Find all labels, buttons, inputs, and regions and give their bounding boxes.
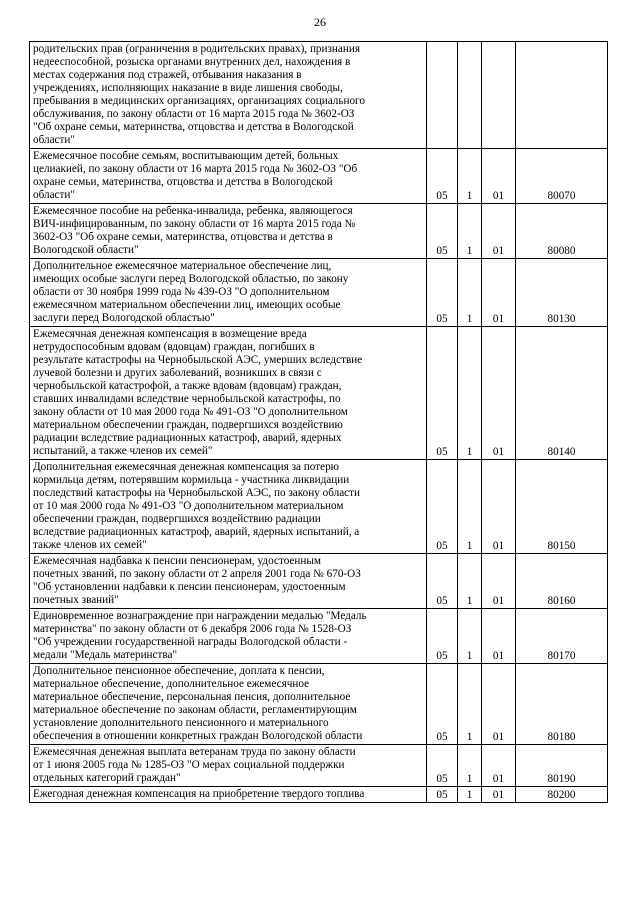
row-description bbox=[30, 664, 427, 745]
description-line: материнства" по закону области от 6 декабря 2006 года № 1528-ОЗ bbox=[33, 623, 352, 635]
description-line: почетных званий, по закону области от 2 апреля 2001 года № 670-ОЗ bbox=[33, 568, 361, 580]
description-line: области" bbox=[33, 189, 75, 201]
description-line: Вологодской области" bbox=[33, 244, 139, 256]
description-line: Ежемесячное пособие семьям, воспитывающим детей, больных bbox=[33, 150, 339, 162]
description-line: кормильца детям, потерявшим кормильца - участника ликвидации bbox=[33, 474, 350, 486]
description-line: "Об установлении надбавки к пенсии пенсионерам, удостоенным bbox=[33, 581, 346, 593]
subsection-code bbox=[458, 42, 482, 149]
row-description bbox=[30, 745, 427, 787]
program-code: 01 bbox=[482, 554, 516, 609]
row-description bbox=[30, 259, 427, 327]
description-line: вследствие радиационных катастроф, аварий, ядерных испытаний, а bbox=[33, 526, 360, 538]
description-line: Ежегодная денежная компенсация на приобретение твердого топлива bbox=[33, 788, 365, 800]
table-row bbox=[30, 664, 608, 745]
description-line: области от 30 ноября 1999 года № 439-ОЗ "О дополнительном bbox=[33, 286, 330, 298]
description-line: недееспособной, розыска органами внутренних дел, нахождения в bbox=[33, 56, 351, 68]
description-line: материальное обеспечение, персональная пенсия, дополнительное bbox=[33, 691, 351, 703]
table-row bbox=[30, 745, 608, 787]
description-line: местах содержания под стражей, отбывания наказания в bbox=[33, 69, 302, 81]
subsection-code: 1 bbox=[458, 327, 482, 460]
item-code: 80190 bbox=[516, 745, 608, 787]
row-description bbox=[30, 460, 427, 554]
description-line: Единовременное вознаграждение при награждении медалью "Медаль bbox=[33, 610, 367, 622]
table-row bbox=[30, 609, 608, 664]
table-row bbox=[30, 149, 608, 204]
row-description bbox=[30, 42, 427, 149]
row-description bbox=[30, 327, 427, 460]
description-line: охране семьи, материнства, отцовства и детства в Вологодской bbox=[33, 176, 333, 188]
description-line: ставших инвалидами вследствие чернобыльской катастрофы, по bbox=[33, 393, 341, 405]
program-code: 01 bbox=[482, 259, 516, 327]
description-line: обеспечения в отношении конкретных граждан Вологодской области bbox=[33, 730, 363, 742]
row-description bbox=[30, 554, 427, 609]
description-line: от 10 мая 2000 года № 491-ОЗ "О дополнительном материальном bbox=[33, 500, 344, 512]
description-line: материальное обеспечение, дополнительное ежемесячное bbox=[33, 678, 310, 690]
description-line: материальное обеспечение по законам области, регламентирующим bbox=[33, 704, 357, 716]
description-line: медали "Медаль материнства" bbox=[33, 649, 178, 661]
description-line: чернобыльской катастрофой, а также вдовам (вдовцам) граждан, bbox=[33, 380, 342, 392]
page-number: 26 bbox=[314, 15, 326, 29]
program-code: 01 bbox=[482, 664, 516, 745]
description-line: Дополнительное ежемесячное материальное обеспечение лиц, bbox=[33, 260, 332, 272]
description-line: пребывания в медицинских организациях, организациях социального bbox=[33, 95, 365, 107]
section-code: 05 bbox=[427, 204, 458, 259]
description-line: обеспечении граждан, подвергшихся воздействию радиации bbox=[33, 513, 321, 525]
description-line: Дополнительное пенсионное обеспечение, доплата к пенсии, bbox=[33, 665, 325, 677]
description-line: нетрудоспособным вдовам (вдовцам) граждан, погибших в bbox=[33, 341, 315, 353]
description-line: ВИЧ-инфицированным, по закону области от 16 марта 2015 года № bbox=[33, 218, 356, 230]
description-line: последствий катастрофы на Чернобыльской АЭС, по закону области bbox=[33, 487, 361, 499]
subsection-code: 1 bbox=[458, 460, 482, 554]
table-row bbox=[30, 259, 608, 327]
section-code: 05 bbox=[427, 259, 458, 327]
description-line: испытаний, а также членов их семей" bbox=[33, 445, 213, 457]
description-line: радиации вследствие радиационных катастроф, аварий, ядерных bbox=[33, 432, 342, 444]
description-line: "Об учреждении государственной награды Вологодской области - bbox=[33, 636, 348, 648]
table-row bbox=[30, 42, 608, 149]
program-code: 01 bbox=[482, 327, 516, 460]
subsection-code: 1 bbox=[458, 609, 482, 664]
subsection-code: 1 bbox=[458, 554, 482, 609]
section-code: 05 bbox=[427, 554, 458, 609]
program-code: 01 bbox=[482, 745, 516, 787]
description-line: результате катастрофы на Чернобыльской АЭС, умерших вследствие bbox=[33, 354, 363, 366]
description-line: ежемесячном материальном обеспечении лиц, имеющих особые bbox=[33, 299, 341, 311]
description-line: Ежемесячная денежная выплата ветеранам труда по закону области bbox=[33, 746, 356, 758]
subsection-code: 1 bbox=[458, 149, 482, 204]
description-line: заслуги перед Вологодской областью" bbox=[33, 312, 215, 324]
description-line: родительских прав (ограничения в родительских правах), признания bbox=[33, 43, 360, 55]
section-code: 05 bbox=[427, 787, 458, 803]
subsection-code: 1 bbox=[458, 664, 482, 745]
section-code bbox=[427, 42, 458, 149]
item-code: 80160 bbox=[516, 554, 608, 609]
description-line: Ежемесячное пособие на ребенка-инвалида, ребенка, являющегося bbox=[33, 205, 353, 217]
table-row bbox=[30, 327, 608, 460]
section-code: 05 bbox=[427, 664, 458, 745]
item-code: 80080 bbox=[516, 204, 608, 259]
program-code: 01 bbox=[482, 149, 516, 204]
budget-table bbox=[29, 41, 608, 803]
row-description bbox=[30, 149, 427, 204]
program-code: 01 bbox=[482, 609, 516, 664]
description-line: имеющих особые заслуги перед Вологодской областью, по закону bbox=[33, 273, 349, 285]
section-code: 05 bbox=[427, 327, 458, 460]
section-code: 05 bbox=[427, 745, 458, 787]
description-line: обслуживания, по закону области от 16 марта 2015 года № 3602-ОЗ bbox=[33, 108, 355, 120]
description-line: Ежемесячная денежная компенсация в возмещение вреда bbox=[33, 328, 307, 340]
description-line: от 1 июня 2005 года № 1285-ОЗ "О мерах социальной поддержки bbox=[33, 759, 345, 771]
table-row bbox=[30, 787, 608, 803]
item-code: 80200 bbox=[516, 787, 608, 803]
item-code bbox=[516, 42, 608, 149]
program-code: 01 bbox=[482, 787, 516, 803]
item-code: 80170 bbox=[516, 609, 608, 664]
description-line: Ежемесячная надбавка к пенсии пенсионерам, удостоенным bbox=[33, 555, 321, 567]
subsection-code: 1 bbox=[458, 204, 482, 259]
item-code: 80180 bbox=[516, 664, 608, 745]
description-line: Дополнительная ежемесячная денежная компенсация за потерю bbox=[33, 461, 340, 473]
row-description bbox=[30, 787, 427, 803]
item-code: 80070 bbox=[516, 149, 608, 204]
budget-table-body bbox=[30, 42, 608, 803]
description-line: также членов их семей" bbox=[33, 539, 147, 551]
description-line: целиакией, по закону области от 16 марта 2015 года № 3602-ОЗ "Об bbox=[33, 163, 358, 175]
item-code: 80130 bbox=[516, 259, 608, 327]
subsection-code: 1 bbox=[458, 259, 482, 327]
row-description bbox=[30, 609, 427, 664]
section-code: 05 bbox=[427, 149, 458, 204]
section-code: 05 bbox=[427, 460, 458, 554]
description-line: почетных званий" bbox=[33, 594, 119, 606]
description-line: закону области от 10 мая 2000 года № 491-ОЗ "О дополнительном bbox=[33, 406, 348, 418]
description-line: "Об охране семьи, материнства, отцовства и детства в Вологодской bbox=[33, 121, 354, 133]
description-line: материальном обеспечении граждан, подвергшихся воздействию bbox=[33, 419, 343, 431]
program-code bbox=[482, 42, 516, 149]
description-line: учреждениях, исполняющих наказание в виде лишения свободы, bbox=[33, 82, 343, 94]
description-line: установление дополнительного пенсионного и материального bbox=[33, 717, 329, 729]
item-code: 80140 bbox=[516, 327, 608, 460]
table-row bbox=[30, 460, 608, 554]
description-line: отдельных категорий граждан" bbox=[33, 772, 181, 784]
table-row bbox=[30, 204, 608, 259]
program-code: 01 bbox=[482, 204, 516, 259]
description-line: области" bbox=[33, 134, 75, 146]
program-code: 01 bbox=[482, 460, 516, 554]
item-code: 80150 bbox=[516, 460, 608, 554]
subsection-code: 1 bbox=[458, 787, 482, 803]
table-row bbox=[30, 554, 608, 609]
description-line: 3602-ОЗ "Об охране семьи, материнства, отцовства и детства в bbox=[33, 231, 333, 243]
description-line: лучевой болезни и других заболеваний, возникших в связи с bbox=[33, 367, 322, 379]
row-description bbox=[30, 204, 427, 259]
subsection-code: 1 bbox=[458, 745, 482, 787]
section-code: 05 bbox=[427, 609, 458, 664]
